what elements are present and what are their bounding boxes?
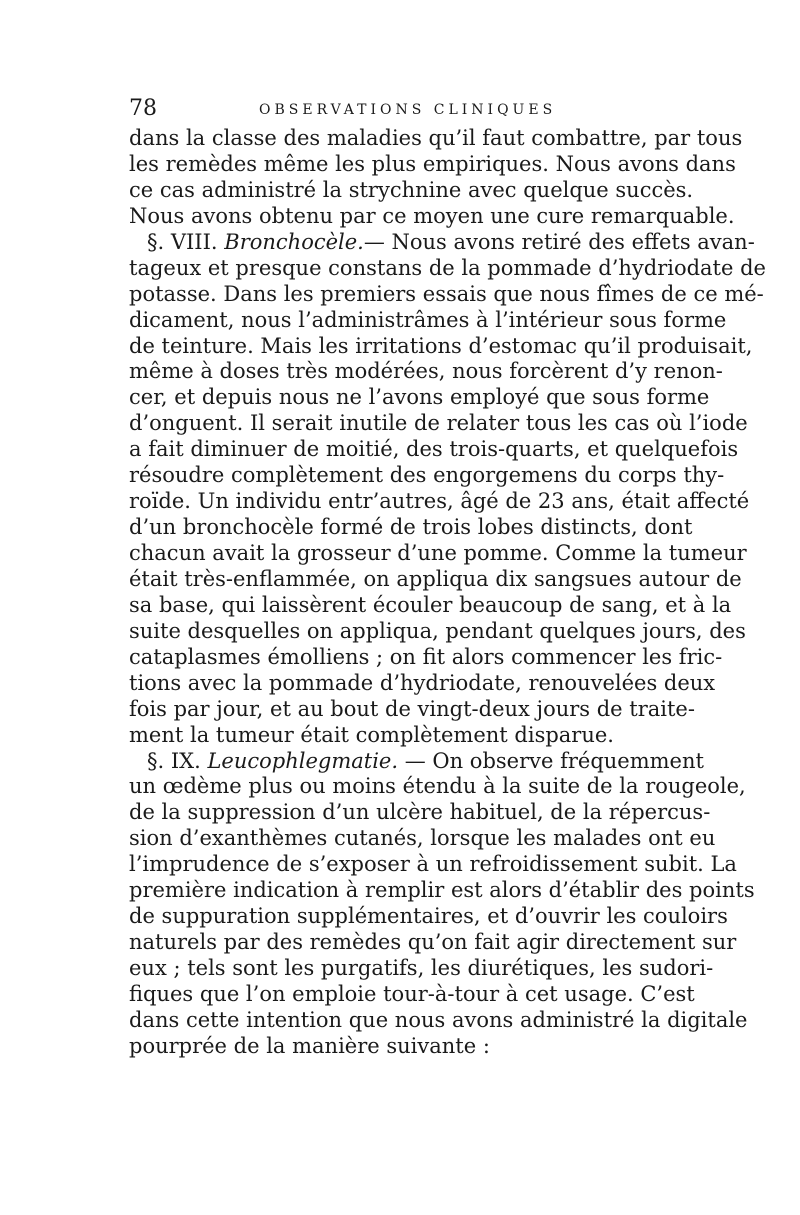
running-head: OBSERVATIONS CLINIQUES (259, 102, 557, 118)
text-line: ce cas administré la strychnine avec quelque succès. (129, 177, 694, 202)
text-line: de teinture. Mais les irritations d’estomac qu’il produisait, (129, 333, 753, 358)
text-line: dicament, nous l’administrâmes à l’intérieur sous forme (129, 307, 727, 332)
section-ix-rest: — On observe fréquemment (398, 748, 704, 773)
section-ix-title: Leucophlegmatie. (207, 748, 399, 773)
text-line: cataplasmes émolliens ; on fit alors commencer les fric- (129, 644, 723, 669)
body-text (129, 126, 766, 1060)
text-line: même à doses très modérées, nous forcèrent d’y renon- (129, 359, 723, 384)
section-viii-label: §. VIII. (147, 229, 218, 254)
text-line: dans la classe des maladies qu’il faut combattre, par tous (129, 126, 743, 150)
text-line: les remèdes même les plus empiriques. Nous avons dans (129, 151, 736, 176)
text-line: cer, et depuis nous ne l’avons employé que sous forme (129, 385, 710, 410)
text-line: de la suppression d’un ulcère habituel, de la répercus- (129, 800, 711, 825)
text-line: d’onguent. Il serait inutile de relater tous les cas où l’iode (129, 411, 748, 436)
text-line: tageux et presque constans de la pommade d’hydriodate de (129, 255, 766, 280)
text-line: sion d’exanthèmes cutanés, lorsque les malades ont eu (129, 826, 716, 851)
text-line: première indication à remplir est alors d’établir des points (129, 878, 755, 903)
text-line: sa base, qui laissèrent écouler beaucoup de sang, et à la (129, 592, 732, 617)
text-line: eux ; tels sont les purgatifs, les diurétiques, les sudori- (129, 956, 714, 980)
text-line: suite desquelles on appliqua, pendant quelques jours, des (129, 618, 746, 643)
text-line: pourprée de la manière suivante : (129, 1033, 490, 1058)
text-line: résoudre complètement des engorgemens du corps thy- (129, 463, 725, 488)
text-line: Nous avons obtenu par ce moyen une cure remarquable. (129, 203, 735, 228)
text-line: chacun avait la grosseur d’une pomme. Comme la tumeur (129, 541, 747, 565)
text-line: était très-enflammée, on appliqua dix sangsues autour de (129, 566, 742, 591)
section-ix-heading-line (129, 748, 704, 775)
text-line: dans cette intention que nous avons administré la digitale (129, 1007, 748, 1032)
text-line: un œdème plus ou moins étendu à la suite de la rougeole, (129, 774, 746, 799)
text-line: naturels par des remèdes qu’on fait agir directement sur (129, 930, 737, 955)
text-line: ment la tumeur était complètement disparue. (129, 722, 614, 747)
text-line: l’imprudence de s’exposer à un refroidissement subit. La (129, 852, 737, 877)
section-viii-heading-line (129, 229, 755, 256)
text-line: potasse. Dans les premiers essais que nous fîmes de ce mé- (129, 281, 764, 306)
text-line: tions avec la pommade d’hydriodate, renouvelées deux (129, 670, 716, 695)
section-ix-label: §. IX. (147, 748, 201, 773)
text-line: fois par jour, et au bout de vingt-deux jours de traite- (129, 696, 695, 721)
text-line: de suppuration supplémentaires, et d’ouvrir les couloirs (129, 904, 728, 929)
page-header (129, 96, 674, 126)
page-number: 78 (129, 96, 157, 121)
text-line: d’un bronchocèle formé de trois lobes distincts, dont (129, 515, 693, 540)
text-line: roïde. Un individu entr’autres, âgé de 23 ans, était affecté (129, 489, 750, 514)
text-line: fiques que l’on emploie tour-à-tour à cet usage. C’est (129, 981, 695, 1006)
section-viii-rest: — Nous avons retiré des effets avan- (363, 229, 755, 254)
section-viii-title: Bronchocèle. (224, 229, 364, 254)
text-line: a fait diminuer de moitié, des trois-quarts, et quelquefois (129, 437, 739, 462)
